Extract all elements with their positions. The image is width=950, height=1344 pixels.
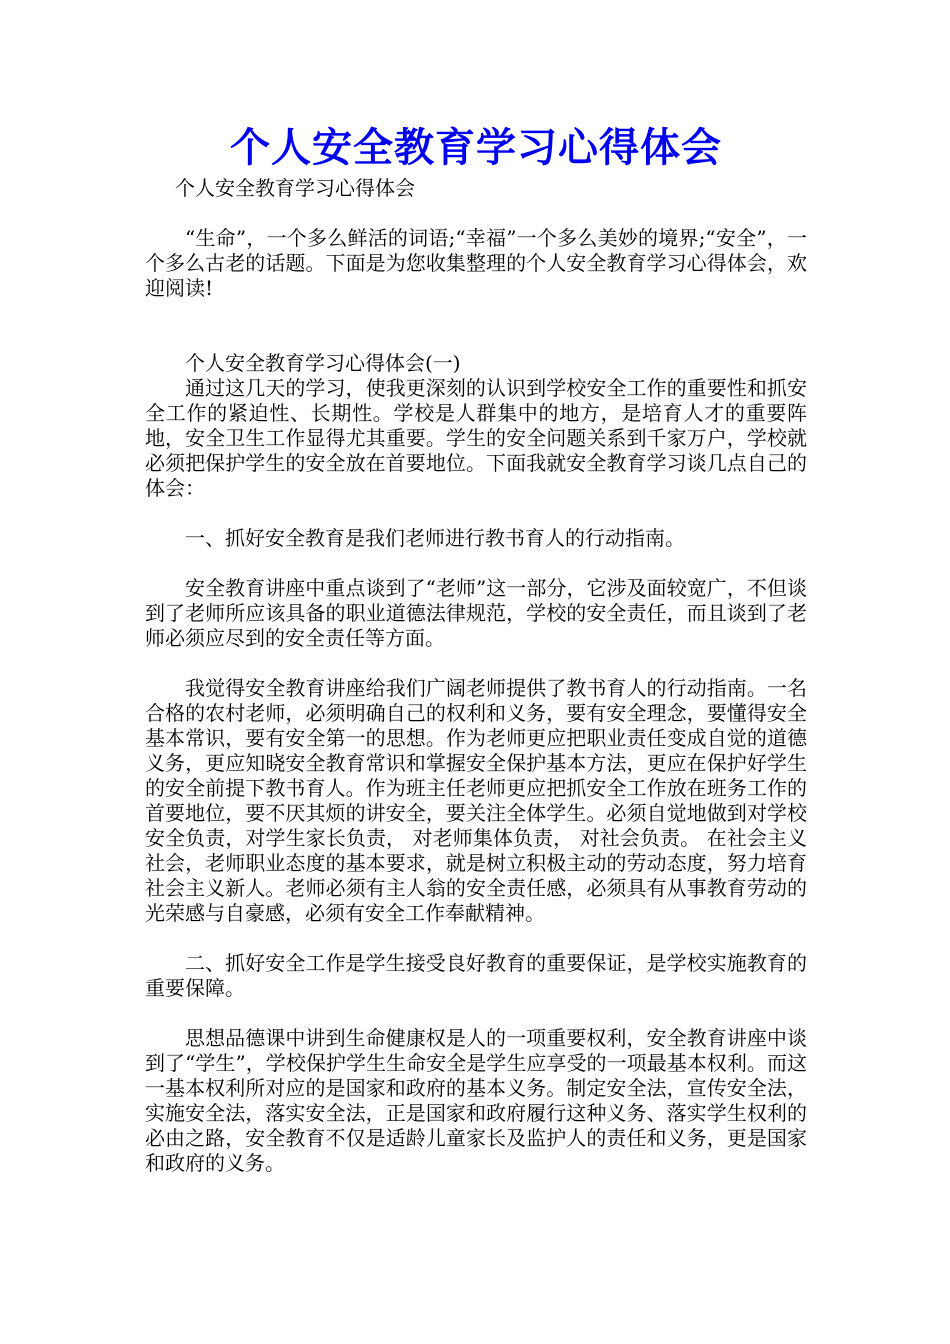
document-title: 个人安全教育学习心得体会 [230, 124, 722, 171]
document-subtitle: 个人安全教育学习心得体会 [175, 176, 415, 200]
body-paragraph: 安全教育讲座中重点谈到了“老师”这一部分，它涉及面较宽广，不但谈到了老师所应该具备的职业道德法律规范，学校的安全责任，而且谈到了老师必须应尽到的安全责任等方面。 [145, 576, 807, 650]
point-heading: 一、抓好安全教育是我们老师进行教书育人的行动指南。 [185, 526, 685, 550]
spacer [145, 201, 807, 226]
spacer [145, 926, 807, 951]
spacer [145, 651, 807, 676]
spacer [145, 301, 807, 351]
spacer [145, 501, 807, 526]
spacer [145, 1001, 807, 1026]
body-paragraph: 我觉得安全教育讲座给我们广阔老师提供了教书育人的行动指南。一名合格的农村老师，必须明确自己的权利和义务，要有安全理念，要懂得安全基本常识，要有安全第一的思想。作为老师更应把职业责任变成自觉的道德义务，更应知晓安全教育常识和掌握安全保护基本方法，更应在保护好学生的安全前提下教书育人。作为班主任老师更应把抓安全工作放在班务工作的首要地位，要不厌其烦的讲安全，要关注全体学生。必须自觉地做到对学校安全负责，对学生家长负责， 对老师集体负责， 对社会负责。 在社会主义社会，老师职业态度的基本要求，就是树立积极主动的劳动态度，努力培育社会主义新人。老师必须有主人翁的安全责任感，必须具有从事教育劳动的光荣感与自豪感，必须有安全工作奉献精神。 [145, 676, 807, 925]
point-heading: 二、抓好安全工作是学生接受良好教育的重要保证，是学校实施教育的重要保障。 [145, 951, 807, 1000]
body-paragraph: 通过这几天的学习，使我更深刻的认识到学校安全工作的重要性和抓安全工作的紧迫性、长期性。学校是人群集中的地方，是培育人才的重要阵地，安全卫生工作显得尤其重要。学生的安全问题关系到千家万户，学校就必须把保护学生的安全放在首要地位。下面我就安全教育学习谈几点自己的体会： [145, 376, 807, 500]
intro-paragraph: “生命”，一个多么鲜活的词语;“幸福”一个多么美妙的境界;“安全”，一个多么古老的话题。下面是为您收集整理的个人安全教育学习心得体会，欢迎阅读! [145, 226, 807, 300]
body-paragraph: 思想品德课中讲到生命健康权是人的一项重要权利，安全教育讲座中谈到了“学生”，学校保护学生生命安全是学生应享受的一项最基本权利。而这一基本权利所对应的是国家和政府的基本义务。制定安全法，宣传安全法，实施安全法，落实安全法，正是国家和政府履行这种义务、落实学生权利的必由之路，安全教育不仅是适龄儿童家长及监护人的责任和义务，更是国家和政府的义务。 [145, 1026, 807, 1175]
spacer [145, 551, 807, 576]
document-page [145, 120, 807, 1176]
section-heading: 个人安全教育学习心得体会(一) [185, 351, 461, 375]
